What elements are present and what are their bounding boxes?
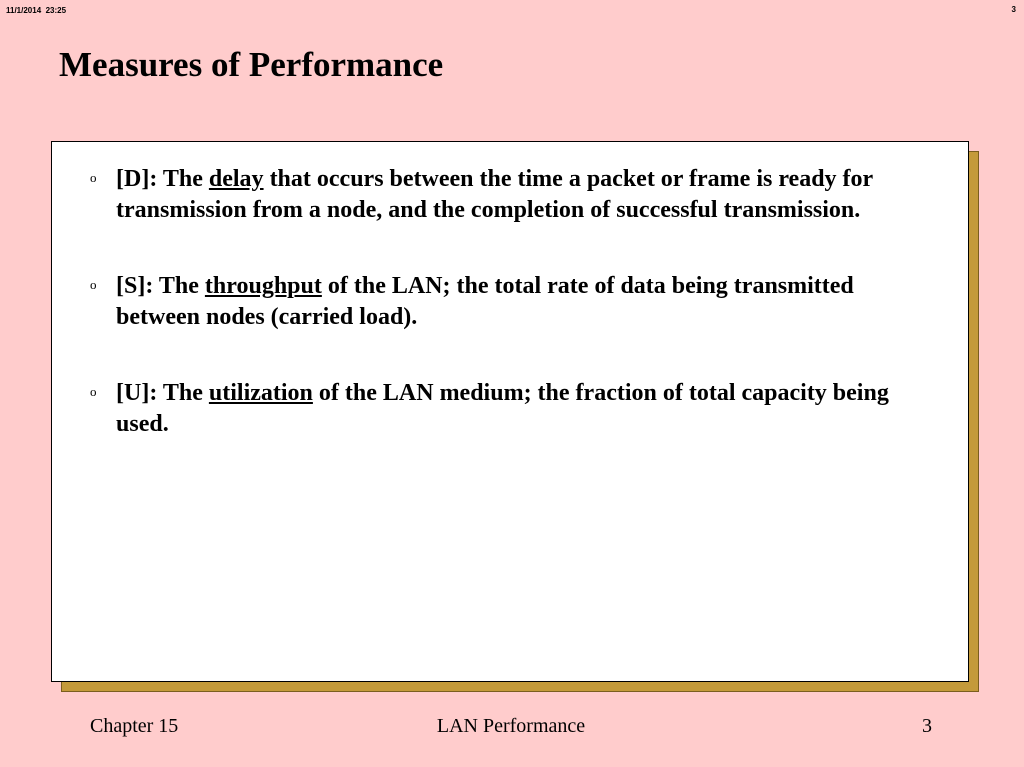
header-page-number: 3: [1011, 5, 1016, 14]
header-datetime: 11/1/2014 23:25: [6, 6, 67, 15]
bullet-item-throughput: [52, 271, 968, 332]
bullet-term-utilization: utilization: [208, 380, 313, 406]
bullet-item-delay: [52, 164, 968, 225]
bullet-term-delay: delay: [208, 166, 264, 192]
bullet-text: that occurs between the time a packet or frame is ready for transmission from a node, and the completion of successful transmission.: [116, 166, 873, 223]
bullet-prefix: [S]: The: [116, 273, 205, 299]
bullet-list: [52, 164, 968, 439]
bullet-item-utilization: [52, 378, 968, 439]
footer-page-number: 3: [922, 715, 932, 737]
slide-title: Measures of Performance: [59, 45, 444, 84]
bullet-prefix: [U]: The: [116, 380, 209, 406]
bullet-marker: o: [90, 277, 97, 292]
bullet-prefix: [D]: The: [116, 166, 209, 192]
footer-topic: LAN Performance: [436, 715, 586, 737]
bullet-marker: o: [90, 384, 97, 399]
bullet-marker: o: [90, 170, 97, 185]
bullet-text: of the LAN; the total rate of data being transmitted between nodes (carried load).: [116, 273, 854, 330]
footer-chapter: Chapter 15: [90, 715, 179, 737]
bullet-term-throughput: throughput: [204, 273, 322, 299]
bullet-text: of the LAN medium; the fraction of total capacity being used.: [116, 380, 889, 437]
content-panel: [51, 141, 969, 682]
